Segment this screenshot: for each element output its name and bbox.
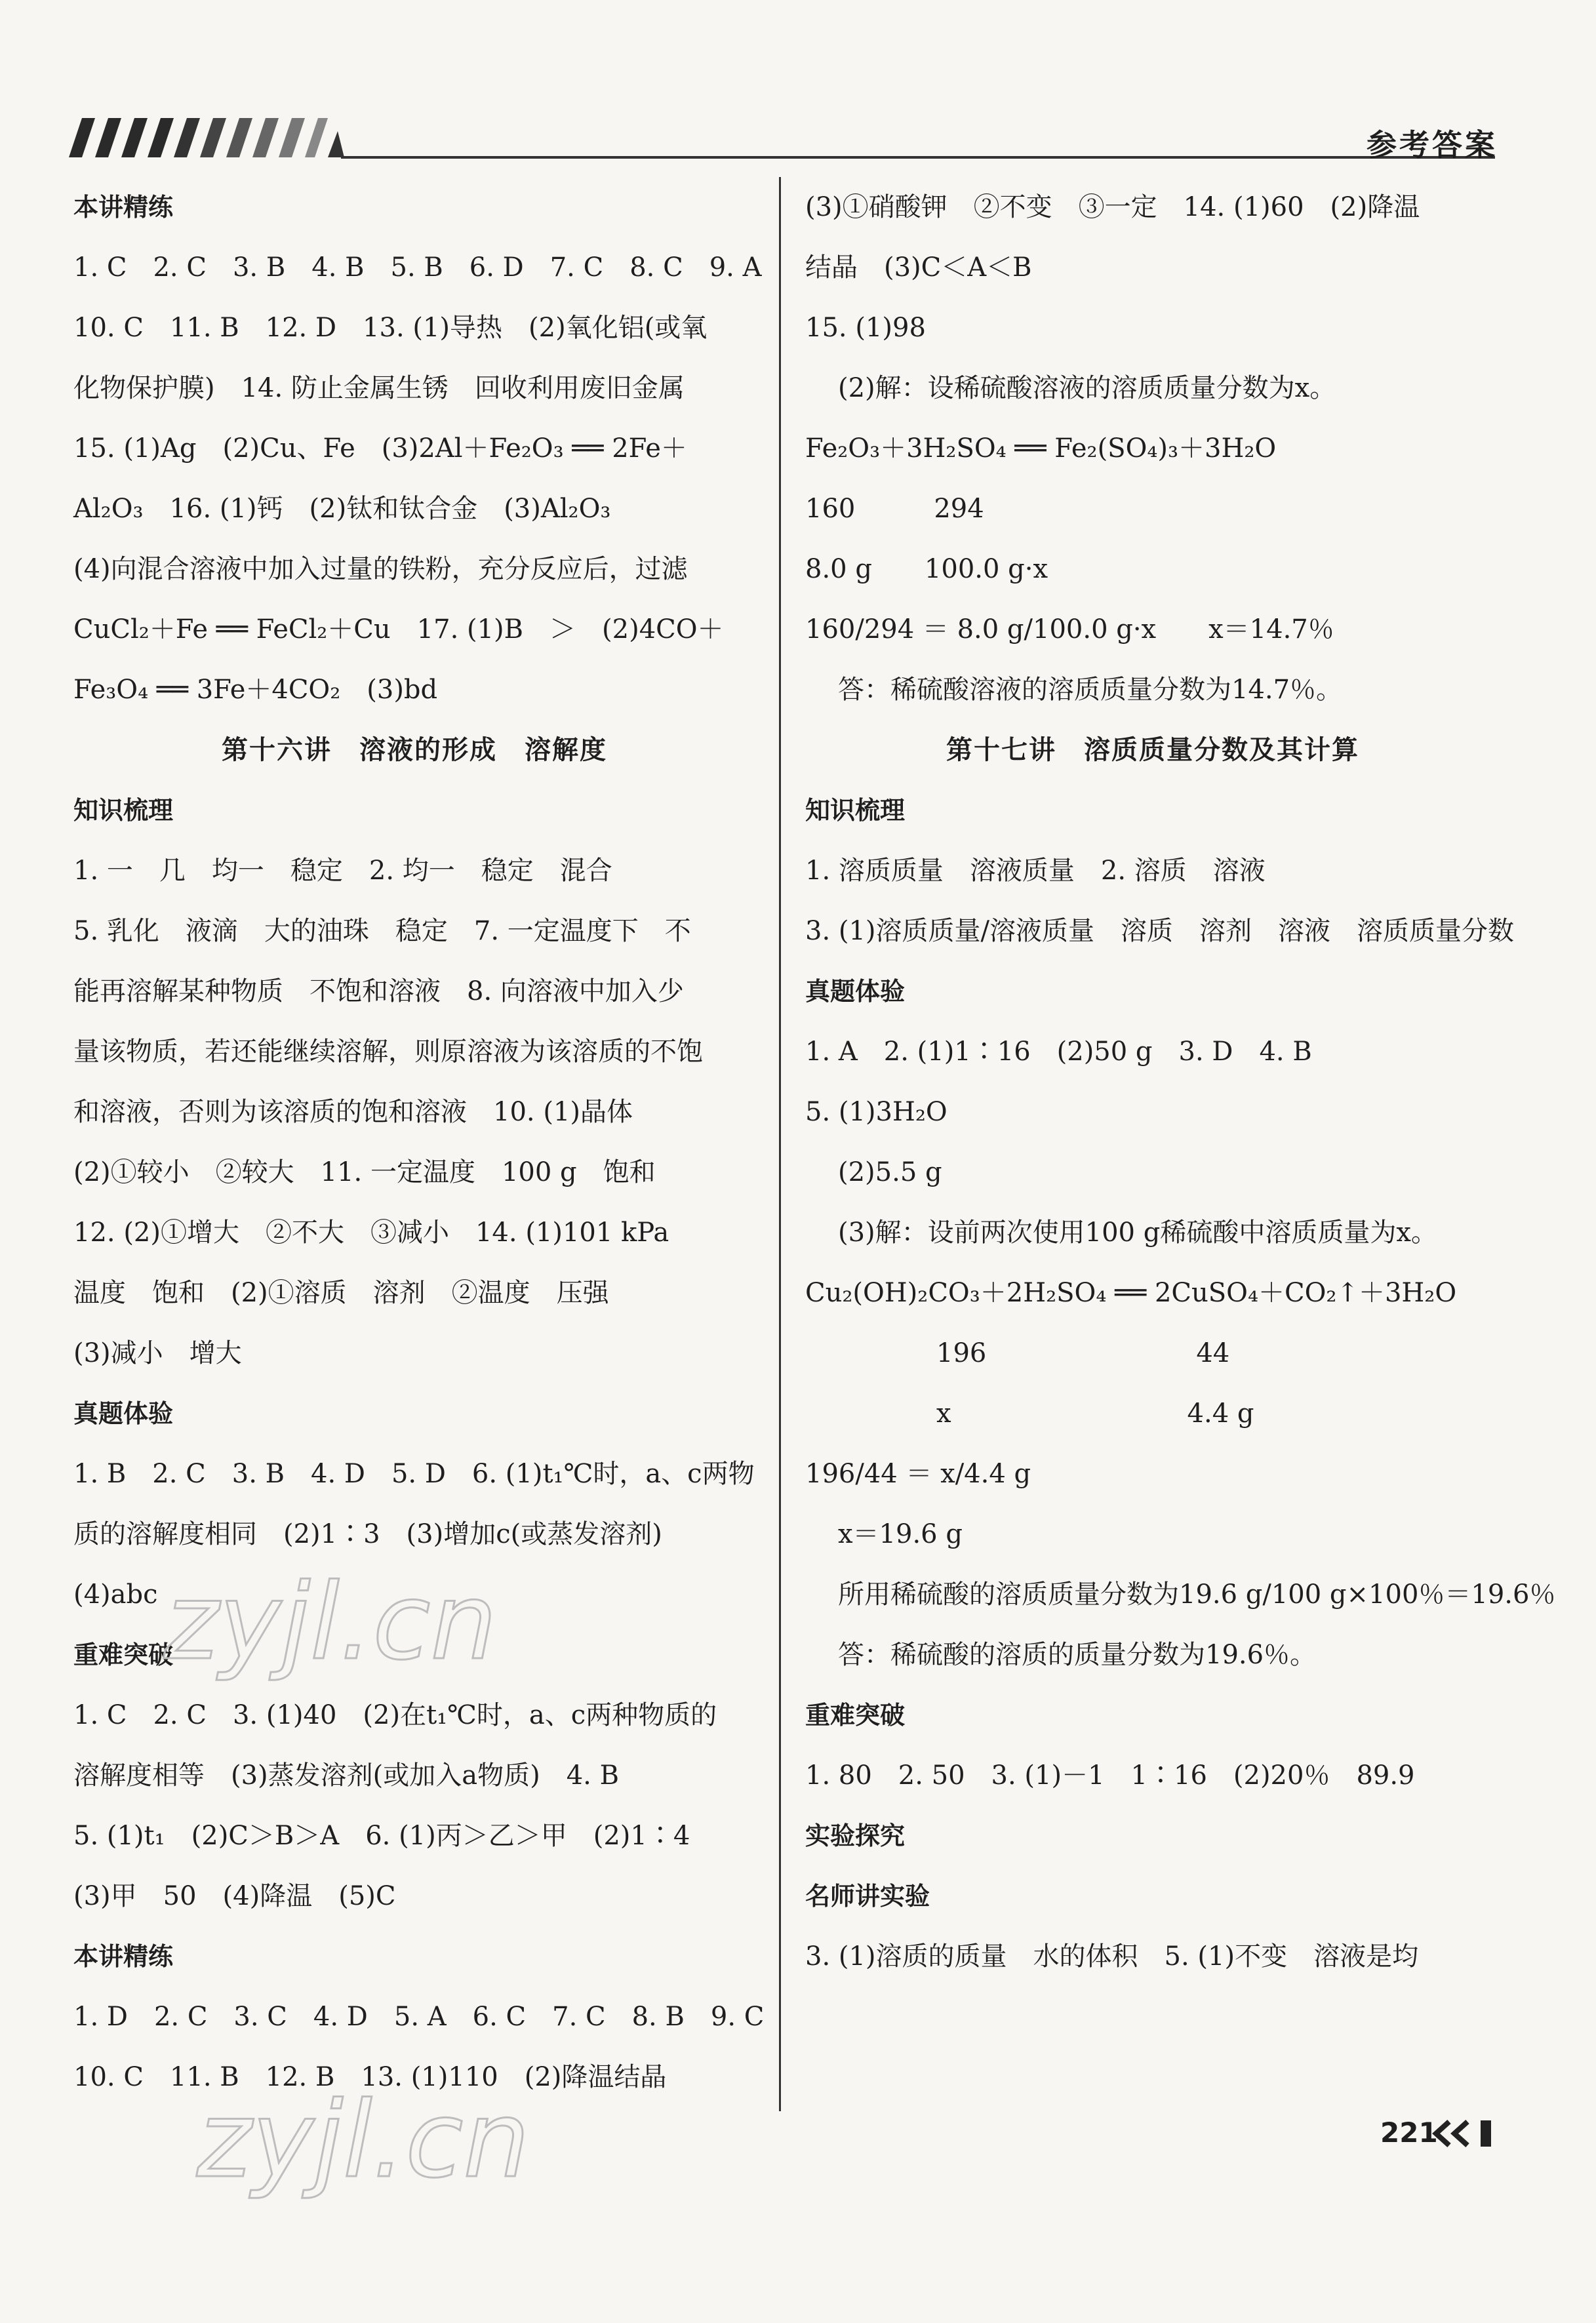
- section-heading: 实验探究: [805, 1821, 906, 1850]
- answer-line: CuCl₂＋Fe ══ FeCl₂＋Cu 17. (1)B ＞ (2)4CO＋: [73, 614, 724, 645]
- answer-line: 196 44: [805, 1338, 1230, 1368]
- answer-line: 能再溶解某种物质 不饱和溶液 8. 向溶液中加入少: [73, 976, 684, 1006]
- chapter-title: 第十六讲 溶液的形成 溶解度: [222, 735, 607, 765]
- section-heading: 真题体验: [73, 1399, 174, 1428]
- answer-line: 5. (1)t₁ (2)C＞B＞A 6. (1)丙＞乙＞甲 (2)1∶4: [73, 1821, 690, 1851]
- answer-line: 答：稀硫酸的溶质的质量分数为19.6％。: [838, 1640, 1317, 1670]
- chapter-title: 第十七讲 溶质质量分数及其计算: [946, 735, 1359, 765]
- section-heading: 名师讲实验: [805, 1882, 930, 1911]
- answer-line: 8.0 g 100.0 g·x: [805, 554, 1048, 584]
- answer-line: 溶解度相等 (3)蒸发溶剂(或加入a物质) 4. B: [73, 1760, 619, 1791]
- answer-line: (3)减小 增大: [73, 1338, 242, 1368]
- answer-line: 1. B 2. C 3. B 4. D 5. D 6. (1)t₁℃时，a、c两物: [73, 1459, 755, 1489]
- page-arrow-icon: [1429, 2118, 1502, 2149]
- page-number: 221: [1380, 2116, 1438, 2149]
- answer-line: 15. (1)98: [805, 313, 926, 343]
- right-column: [805, 177, 1556, 1987]
- answer-line: x＝19.6 g: [838, 1519, 963, 1549]
- watermark: zyjl.cn: [164, 1560, 497, 1683]
- answer-line: x 4.4 g: [805, 1399, 1254, 1429]
- answer-line: 答：稀硫酸溶液的溶质质量分数为14.7％。: [838, 675, 1343, 705]
- column-divider: [779, 177, 781, 2111]
- answer-line: (2)解：设稀硫酸溶液的溶质质量分数为x。: [838, 373, 1336, 403]
- page-header: [0, 0, 1596, 170]
- section-heading: 知识梳理: [805, 796, 906, 825]
- answer-line: 1. A 2. (1)1∶16 (2)50 g 3. D 4. B: [805, 1037, 1312, 1067]
- answer-line: 3. (1)溶质质量/溶液质量 溶质 溶剂 溶液 溶质质量分数: [805, 916, 1515, 946]
- answer-line: 量该物质，若还能继续溶解，则原溶液为该溶质的不饱: [73, 1037, 703, 1067]
- answer-line: Al₂O₃ 16. (1)钙 (2)钛和钛合金 (3)Al₂O₃: [73, 494, 611, 524]
- answer-line: 1. 80 2. 50 3. (1)－1 1∶16 (2)20％ 89.9: [805, 1760, 1415, 1791]
- answer-line: 10. C 11. B 12. B 13. (1)110 (2)降温结晶: [73, 2062, 667, 2092]
- answer-line: Fe₃O₄ ══ 3Fe＋4CO₂ (3)bd: [73, 675, 438, 705]
- section-heading: 重难突破: [73, 1640, 174, 1669]
- section-heading: 真题体验: [805, 977, 906, 1006]
- section-heading: 知识梳理: [73, 796, 174, 825]
- section-heading: 本讲精练: [73, 1942, 174, 1971]
- answer-line: Cu₂(OH)₂CO₃＋2H₂SO₄ ══ 2CuSO₄＋CO₂↑＋3H₂O: [805, 1278, 1457, 1308]
- answer-line: 160 294: [805, 494, 984, 524]
- header-stripes-decoration: [69, 118, 344, 157]
- answer-line: 1. 溶质质量 溶液质量 2. 溶质 溶液: [805, 856, 1266, 886]
- answer-line: (2)5.5 g: [838, 1157, 942, 1187]
- answer-line: Fe₂O₃＋3H₂SO₄ ══ Fe₂(SO₄)₃＋3H₂O: [805, 433, 1277, 464]
- left-column: [73, 177, 765, 2107]
- answer-line: 1. C 2. C 3. B 4. B 5. B 6. D 7. C 8. C 9. A: [73, 252, 762, 283]
- answer-line: 10. C 11. B 12. D 13. (1)导热 (2)氧化铝(或氧: [73, 313, 708, 343]
- answer-line: 和溶液，否则为该溶质的饱和溶液 10. (1)晶体: [73, 1097, 633, 1127]
- answer-line: 所用稀硫酸的溶质质量分数为19.6 g/100 g×100％＝19.6％: [838, 1579, 1556, 1610]
- answer-line: 化物保护膜) 14. 防止金属生锈 回收利用废旧金属: [73, 373, 685, 403]
- answer-line: 1. C 2. C 3. (1)40 (2)在t₁℃时，a、c两种物质的: [73, 1700, 717, 1730]
- answer-line: 结晶 (3)C＜A＜B: [805, 252, 1032, 283]
- answer-line: (3)甲 50 (4)降温 (5)C: [73, 1881, 396, 1911]
- section-heading: 重难突破: [805, 1701, 906, 1730]
- answer-line: 温度 饱和 (2)①溶质 溶剂 ②温度 压强: [73, 1278, 609, 1308]
- answer-line: (4)向混合溶液中加入过量的铁粉，充分反应后，过滤: [73, 554, 688, 584]
- answer-line: 5. (1)3H₂O: [805, 1097, 948, 1127]
- section-heading: 本讲精练: [73, 193, 174, 222]
- answer-line: 3. (1)溶质的质量 水的体积 5. (1)不变 溶液是均: [805, 1941, 1419, 1972]
- answer-line: (3)①硝酸钾 ②不变 ③一定 14. (1)60 (2)降温: [805, 192, 1420, 222]
- answer-line: (3)解：设前两次使用100 g稀硫酸中溶质质量为x。: [838, 1218, 1437, 1248]
- answer-line: (4)abc: [73, 1579, 158, 1610]
- answer-line: 1. D 2. C 3. C 4. D 5. A 6. C 7. C 8. B 9. C: [73, 2002, 765, 2032]
- answer-line: (2)①较小 ②较大 11. 一定温度 100 g 饱和: [73, 1157, 656, 1187]
- header-title: 参考答案: [1367, 127, 1498, 163]
- header-rule: [341, 156, 1495, 159]
- answer-line: 15. (1)Ag (2)Cu、Fe (3)2Al＋Fe₂O₃ ══ 2Fe＋: [73, 433, 687, 464]
- answer-line: 12. (2)①增大 ②不大 ③减小 14. (1)101 kPa: [73, 1218, 669, 1248]
- watermark: zyjl.cn: [197, 2078, 530, 2201]
- answer-line: 160/294 ＝ 8.0 g/100.0 g·x x＝14.7％: [805, 614, 1334, 645]
- answer-line: 质的溶解度相同 (2)1∶3 (3)增加c(或蒸发溶剂): [73, 1519, 662, 1549]
- answer-line: 196/44 ＝ x/4.4 g: [805, 1459, 1031, 1489]
- answer-line: 1. 一 几 均一 稳定 2. 均一 稳定 混合: [73, 856, 612, 886]
- answer-line: 5. 乳化 液滴 大的油珠 稳定 7. 一定温度下 不: [73, 916, 691, 946]
